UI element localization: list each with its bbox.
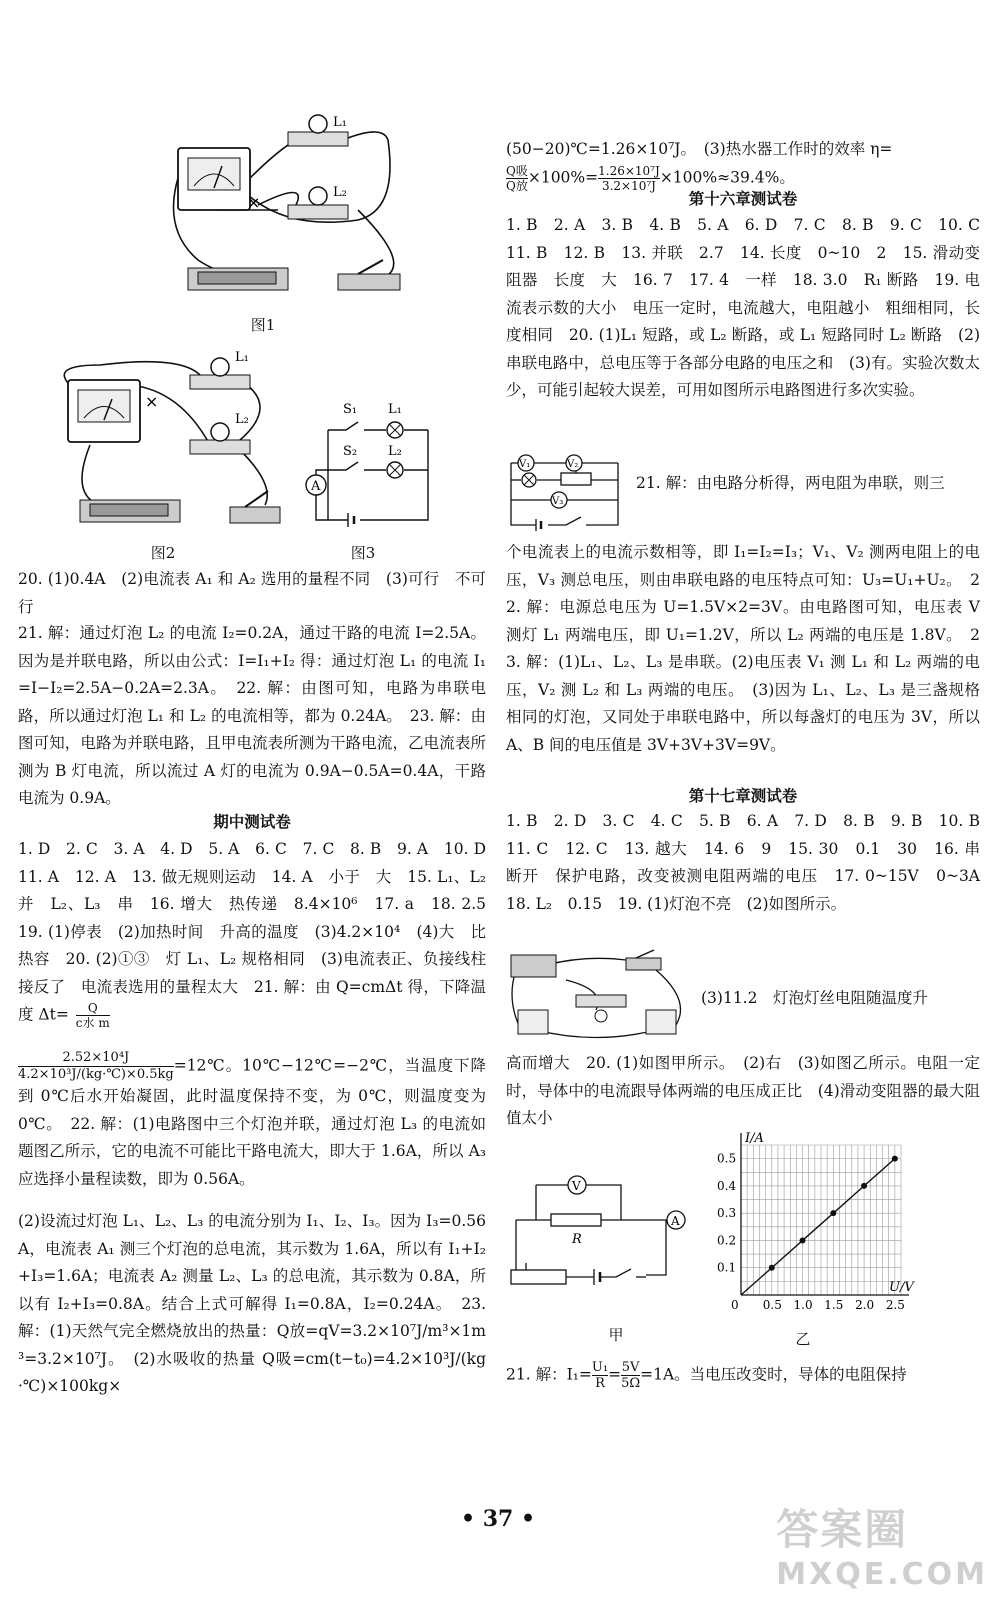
fraction-denominator: 4.2×10³J/(kg·℃)×0.5kg — [18, 1067, 174, 1082]
figure-3-schematic — [288, 395, 438, 535]
answer-q21-q23: 21. 解：通过灯泡 L₂ 的电流 I₂=0.2A，通过干路的电流 I=2.5A。因为是并联电路，所以由公式：I=I₁+I₂ 得：通过灯泡 L₁ 的电流 I₁=I−I₂=2.5A−0.2A=2.3A。 22. 解：由图可知，电路为串联电路，所以通过灯泡 L₁ 和 L₂ 的电流相等，都为 0.24A。 23. 解：由图可知，电路为并联电路，且甲电流表所测为干路电流，乙电流表所测为 B 灯电流，所以流过 A 灯的电流为 0.9A−0.5A=0.4A，干路电流为 0.9A。 — [18, 624, 486, 807]
fraction-numerator: Q吸 — [506, 163, 528, 178]
svg-text:×: × — [145, 392, 159, 411]
fraction-denominator: R — [592, 1375, 608, 1391]
chapter17-answers-2: 高而增大 20. (1)如图甲所示。 (2)右 (3)如图乙所示。电阻一定时，导体中的电流跟导体两端的电压成正比 (4)滑动变阻器的最大阻值太小 — [506, 1054, 980, 1127]
x-tick-label: 1.5 — [824, 1298, 844, 1312]
fig1-label-l2: L₂ — [333, 185, 347, 200]
y-tick-label: 0.1 — [717, 1260, 737, 1275]
chapter16-q21-side: 21. 解：由电路分析得，两电阻为串联，则三 — [636, 474, 945, 492]
x-tick-label: 2.5 — [885, 1298, 905, 1312]
svg-text:×: × — [247, 193, 261, 212]
q21-equals: = — [608, 1365, 622, 1384]
x-tick-label: 2.0 — [855, 1298, 875, 1312]
midterm-answers-part2 — [18, 1050, 486, 1193]
fraction-numerator: 5V — [621, 1360, 640, 1375]
chapter16-answers-2: 个电流表上的电流示数相等，即 I₁=I₂=I₃；V₁、V₂ 测两电阻上的电压，V₃ 测总电压，则由串联电路的电压特点可知：U₃=U₁+U₂。 22. 解：电源总电压为 U=1.5V×2=3V。由电路图可知，电压表 V 测灯 L₁ 两端电压，即 U₁=1.2V，所以 L₂ 两端的电压是 1.8V。 23. 解：(1)L₁、L₂、L₃ 是串联。(2)电压表 V₁ 测 L₁ 和 L₂ 两端的电压，V₂ 测 L₂ 和 L₃ 两端的电压。 (3)因为 L₁、L₂、L₃ 是三盏规格相同的灯泡，又同处于串联电路中，所以每盏灯的电压为 3V，所以 A、B 间的电压值是 3V+3V+3V=9V。 — [506, 543, 980, 754]
figure-jia-caption: 甲 — [608, 1326, 624, 1344]
page-number: • 37 • — [460, 1506, 536, 1532]
figure-2-caption: 图2 — [150, 544, 176, 562]
fig3-label-l2: L₂ — [388, 444, 402, 459]
fraction-denominator: 3.2×10⁷J — [598, 178, 660, 193]
chapter17-q21 — [506, 1360, 980, 1391]
q21-prefix: 21. 解：I₁= — [506, 1365, 592, 1384]
midterm-answers-part1 — [18, 836, 502, 1030]
efficiency-result: ×100%≈39.4%。 — [659, 168, 795, 186]
chapter16-title: 第十六章测试卷 — [688, 189, 798, 208]
origin-label: 0 — [731, 1298, 739, 1312]
fig1-label-l1: L₁ — [333, 115, 347, 130]
chapter17-title: 第十七章测试卷 — [688, 786, 798, 805]
circuit-jia-schematic — [506, 1165, 696, 1315]
jia-label-r: R — [572, 1232, 582, 1247]
data-point — [892, 1156, 898, 1162]
y-tick-label: 0.4 — [717, 1178, 737, 1193]
chapter17-answers: 1. B 2. D 3. C 4. C 5. B 6. A 7. D 8. B 9. B 10. B 11. C 12. C 13. 越大 14. 6 9 15. 30 0.1 30 16. 串 断开 保护电路，改变被测电阻两端的电压 17. 0~15V 0~3A 18. L₂ 0.15 19. (1)灯泡不亮 (2)如图所示。 — [506, 812, 996, 913]
ch16-label-v2: V₂ — [567, 459, 579, 470]
watermark-logo — [776, 1497, 988, 1592]
fraction-denominator: Q放 — [506, 178, 528, 193]
x-tick-label: 1.0 — [793, 1298, 813, 1312]
iv-chart — [711, 1130, 914, 1320]
y-axis-label: I/A — [745, 1131, 764, 1146]
fig2-label-l1: L₁ — [235, 350, 249, 365]
ch16-label-v3: V₃ — [552, 496, 564, 507]
fraction-denominator: 5Ω — [621, 1376, 641, 1391]
fraction-numerator: 1.26×10⁷J — [598, 163, 660, 178]
y-tick-label: 0.3 — [717, 1206, 737, 1221]
data-point — [861, 1183, 867, 1189]
data-point — [830, 1210, 836, 1216]
fraction-5v-over-5ohm — [621, 1360, 640, 1391]
jia-label-v: V — [572, 1179, 581, 1193]
chapter17-side-text: (3)11.2 灯泡灯丝电阻随温度升 — [701, 989, 928, 1007]
figure-yi-caption: 乙 — [795, 1330, 811, 1348]
figure-2-circuit — [40, 345, 280, 530]
figure-1-caption: 图1 — [250, 316, 276, 334]
iv-chart-svg — [711, 1130, 914, 1320]
midterm-title: 期中测试卷 — [213, 812, 291, 831]
fig3-label-s2: S₂ — [343, 444, 358, 459]
fig3-label-a: A — [311, 479, 321, 494]
watermark-line2: MXQE.COM — [776, 1557, 988, 1592]
ch16-label-v1: V₁ — [519, 459, 531, 470]
watermark-line1: 答案圈 — [776, 1505, 909, 1554]
midterm-answers-text: 1. D 2. C 3. A 4. D 5. A 6. C 7. C 8. B 9. A 10. D 11. A 12. A 13. 做无规则运动 14. A 小于 大 15. L₁、L₂ 并 L₂、L₃ 串 16. 增大 热传递 8.4×10⁶ 17. a 18. 2.5 19. (1)停表 (2)加热时间 升高的温度 (3)4.2×10⁴ (4)大 比热容 20. (2)①③ 灯 L₁、L₂ 规格相同 (3)电流表正、负接线柱接反了 电流表选用的量程太大 21. 解：由 Q=cmΔt 得，下降温度 Δt= — [18, 840, 502, 1024]
fraction-numerator: U₁ — [591, 1360, 609, 1375]
efficiency-mult-1: ×100%= — [527, 168, 599, 186]
x-axis-label: U/V — [889, 1280, 914, 1295]
midterm-answers-text-2: =12℃。10℃−12℃=−2℃，当温度下降到 0℃后水开始凝固，此时温度保持不变，为 0℃，则温度变为 0℃。 22. 解：(1)电路图中三个灯泡并联，通过灯泡 L₃ 的电流如题图乙所示，它的电流不可能比干路电流大，即大于 1.6A，所以 A₃ 应选择小量程读数，即为 0.56A。 — [18, 1056, 486, 1188]
y-tick-label: 0.2 — [717, 1233, 737, 1248]
answer-q20: 20. (1)0.4A (2)电流表 A₁ 和 A₂ 选用的量程不同 (3)可行 不可行 — [18, 570, 486, 616]
x-tick-label: 0.5 — [762, 1298, 782, 1312]
fraction-temperature — [18, 1050, 174, 1083]
fig2-label-l2: L₂ — [235, 412, 249, 427]
fraction-numerator: Q — [87, 1001, 98, 1015]
q21-tail: =1A。当电压改变时，导体的电阻保持 — [640, 1365, 907, 1384]
figure-1-circuit — [158, 110, 418, 300]
data-point — [769, 1265, 775, 1271]
fraction-u-over-r — [592, 1360, 608, 1391]
fig3-label-s1: S₁ — [343, 402, 358, 417]
fraction-numerator: 2.52×10⁴J — [62, 1050, 130, 1065]
y-tick-label: 0.5 — [717, 1151, 737, 1166]
efficiency-line1: (50−20)℃=1.26×10⁷J。 (3)热水器工作时的效率 η= — [506, 140, 893, 158]
jia-label-a: A — [671, 1214, 680, 1228]
chapter17-circuit-figure — [506, 950, 691, 1040]
data-point — [800, 1237, 806, 1243]
fig3-label-l1: L₁ — [388, 402, 402, 417]
chapter16-answers: 1. B 2. A 3. B 4. B 5. A 6. D 7. C 8. B 9. C 10. C 11. B 12. B 13. 并联 2.7 14. 长度 0~10 2 15. 滑动变阻器 长度 大 16. 7 17. 4 一样 18. 3.0 R₁ 断路 19. 电流表示数的大小 电压一定时，电流越大，电阻越小 粗细相同，长度相同 20. (1)L₁ 短路，或 L₂ 断路，或 L₁ 短路同时 L₂ 断路 (2)串联电路中，总电压等于各部分电路的电压之和 (3)有。实验次数太少，可能引起较大误差，可用如图所示电路图进行多次实验。 — [506, 216, 996, 399]
figure-3-caption: 图3 — [350, 544, 376, 562]
fraction-denominator: c水 m — [75, 1016, 110, 1030]
fraction-q-over-cm — [76, 1001, 110, 1030]
midterm-answers-part3: (2)设流过灯泡 L₁、L₂、L₃ 的电流分别为 I₁、I₂、I₃。因为 I₃=0.56A，电流表 A₁ 测三个灯泡的总电流，其示数为 1.6A，所以有 I₁+I₂+I₃=1.6A；电流表 A₂ 测量 L₂、L₃ 的总电流，其示数为 0.8A，所以有 I₂+I₃=0.8A。结合上式可解得 I₁=0.8A，I₂=0.24A。 23. 解：(1)天然气完全燃烧放出的热量：Q放=qV=3.2×10⁷J/m³×1m³=3.2×10⁷J。 (2)水吸收的热量 Q吸=cm(t−t₀)=4.2×10³J/(kg·℃)×100kg× — [18, 1212, 486, 1395]
chapter16-schematic — [506, 455, 626, 533]
